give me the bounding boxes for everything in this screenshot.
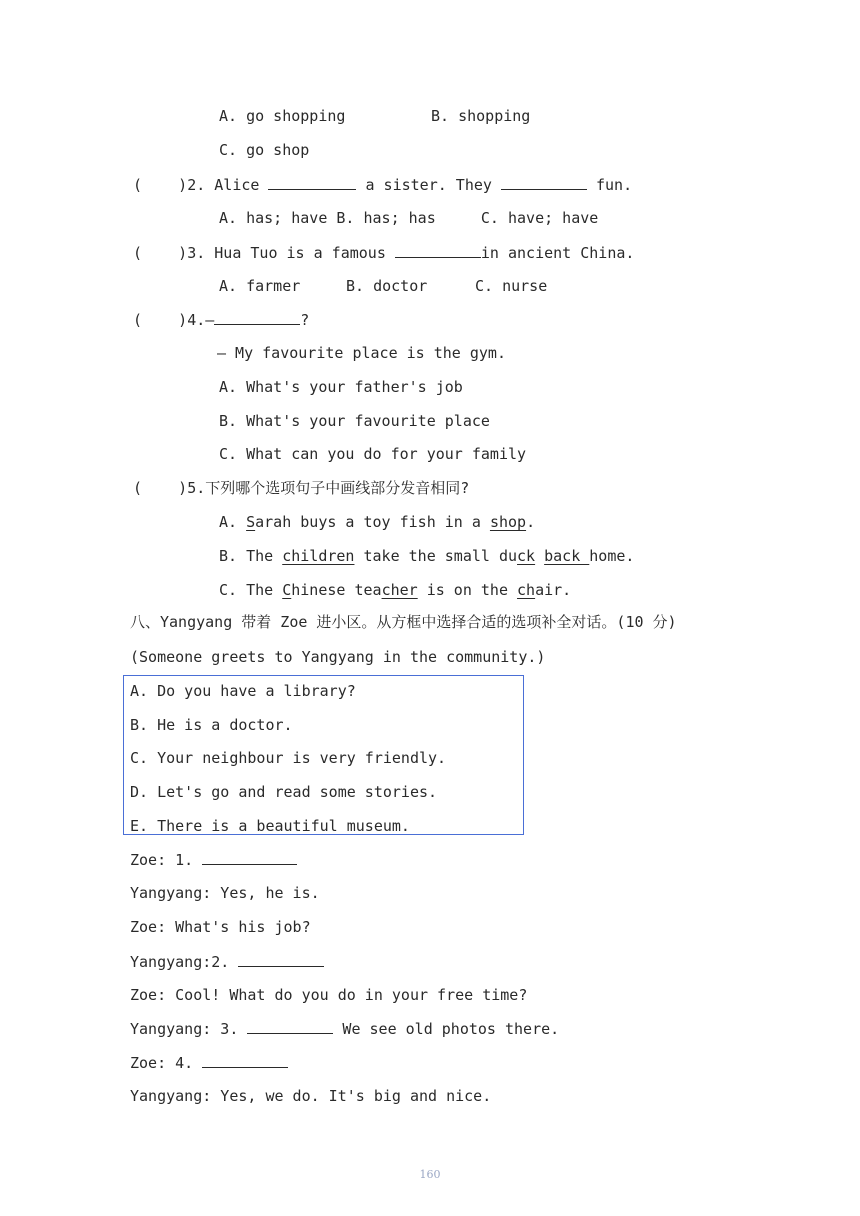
q1-option-b: B. shopping [431,107,531,125]
q3-stem: ( )3. Hua Tuo is a famous in ancient China. [133,244,635,262]
section-heading: 八、Yangyang 带着 Zoe 进小区。从方框中选择合适的选项补全对话。(10 分) [130,613,677,631]
dialog-line-4: Yangyang:2. [130,951,324,972]
dialog-line-3: Zoe: What's his job? [130,918,311,936]
answer-blank[interactable] [247,1018,333,1034]
choice-e: E. There is a beautiful museum. [130,817,410,835]
answer-bracket: ( ) [133,176,188,194]
q2-stem: ( )2. Alice a sister. They fun. [133,176,633,194]
dialog-line-5: Zoe: Cool! What do you do in your free time? [130,986,528,1004]
q1-option-a: A. go shopping [219,107,346,125]
q3-option-b: B. doctor [346,277,428,295]
section-context: (Someone greets to Yangyang in the community.) [130,648,546,666]
q5-option-b: B. The children take the small duck back home. [219,547,635,565]
dialog-line-6: Yangyang: 3. We see old photos there. [130,1020,560,1038]
answer-bracket: ( ) [133,244,188,262]
q4-option-c: C. What can you do for your family [219,445,527,463]
q5-option-c: C. The Chinese teacher is on the chair. [219,581,572,599]
page-number: 160 [419,1168,441,1181]
choice-b: B. He is a doctor. [130,716,293,734]
dialog-line-7: Zoe: 4. [130,1052,288,1073]
choice-c: C. Your neighbour is very friendly. [130,749,447,767]
q5-option-a: A. Sarah buys a toy fish in a shop. [219,513,536,531]
answer-blank[interactable] [501,174,587,190]
q5-stem: ( )5.下列哪个选项句子中画线部分发音相同? [133,479,470,497]
q4-option-b: B. What's your favourite place [219,412,490,430]
q1-option-c: C. go shop [219,141,310,159]
dialog-line-2: Yangyang: Yes, he is. [130,884,320,902]
answer-blank[interactable] [214,309,300,325]
answer-bracket: ( ) [133,311,188,329]
q3-option-a: A. farmer [219,277,301,295]
choice-a: A. Do you have a library? [130,682,356,700]
answer-blank[interactable] [202,849,297,865]
q2-options: A. has; have B. has; has C. have; have [219,209,599,227]
q3-option-c: C. nurse [475,277,548,295]
q4-stem: ( )4.— ? [133,311,310,329]
dialog-line-1: Zoe: 1. [130,849,297,870]
answer-blank[interactable] [395,242,481,258]
answer-blank[interactable] [268,174,356,190]
q4-answer-line: — My favourite place is the gym. [217,344,506,362]
answer-blank[interactable] [238,951,324,967]
dialog-line-8: Yangyang: Yes, we do. It's big and nice. [130,1087,492,1105]
q4-option-a: A. What's your father's job [219,378,463,396]
answer-blank[interactable] [202,1052,288,1068]
choice-d: D. Let's go and read some stories. [130,783,438,801]
answer-bracket: ( ) [133,479,188,497]
